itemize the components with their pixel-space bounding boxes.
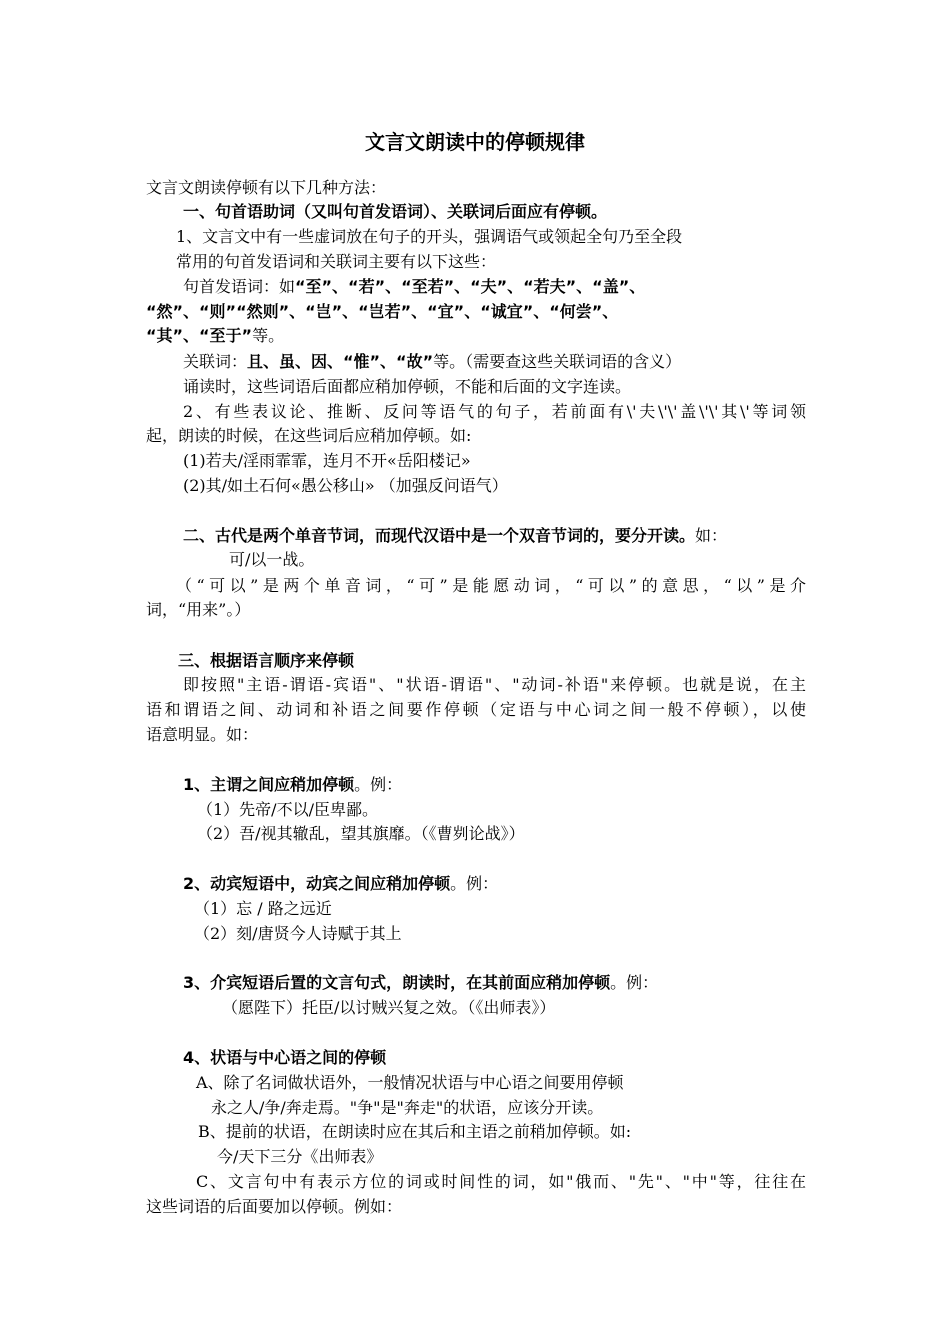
sub1-suffix: 。例： [354,775,403,794]
sub1-example-1: （1）先帝/不以/臣卑鄙。 [197,800,378,819]
sub4-point-a: A、除了名词做状语外，一般情况状语与中心语之间要用停顿 [196,1073,624,1092]
sub3-suffix: 。例： [610,973,659,992]
fayu-line1 [183,275,645,299]
document-title: 文言文朗读中的停顿规律 [365,130,585,154]
section2-heading-suffix: 如： [695,526,728,545]
section1-example-1: (1)若夫/淫雨霏霏，连月不开«岳阳楼记» [183,451,471,470]
fayu-words-2: “然”、“则”“然则”、“岂”、“岂若”、“宜”、“诚宜”、“何尝”、 [146,302,619,321]
section2-note-line1: （“可以”是两个单音词，“可”是能愿动词，“可以”的意思，“以”是介 [176,576,806,595]
sub4-point-b: B、提前的状语，在朗读时应在其后和主语之前稍加停顿。如: [198,1122,632,1141]
fayu-prefix: 句首发语词：如 [183,277,296,296]
section2-heading: 二、古代是两个单音节词，而现代汉语中是一个双音节词的，要分开读。 [183,526,696,545]
sub1-example-2: （2）吾/视其辙乱，望其旗靡。（《曹刿论战》） [197,824,525,843]
fayu-words-3: “其”、“至于” [146,326,253,345]
guanlian-prefix: 关联词： [183,352,248,371]
section1-para1-line2: 常用的句首发语词和关联词主要有以下这些： [176,252,497,271]
sub3-example-1: （愿陛下）托臣/以讨贼兴复之效。（《出师表》） [222,998,556,1017]
section2-example: 可/以一战。 [229,550,315,569]
section2-heading-line [183,524,727,548]
section1-heading: 一、句首语助词（又叫句首发语词）、关联词后面应有停顿。 [183,202,608,221]
guanlian-suffix: 等。（需要查这些关联词语的含义） [433,352,682,371]
section3-para-line3: 语意明显。如： [146,725,259,744]
guanlian-line [183,350,681,374]
section3-para-line1: 即按照"主语-谓语-宾语"、"状语-谓语"、"动词-补语"来停顿。也就是说，在主 [183,675,806,694]
sub3-heading-line [183,971,658,995]
section1-para2-line2: 起，朗读的时候，在这些词后应稍加停顿。如: [146,426,472,445]
read-note: 诵读时，这些词语后面都应稍加停顿，不能和后面的文字连读。 [183,377,632,396]
sub2-example-2: （2）刻/唐贤今人诗赋于其上 [194,924,402,943]
sub2-heading: 2、动宾短语中，动宾之间应稍加停顿 [183,874,451,893]
section2-note-line2: 词，“用来”。） [146,600,251,619]
guanlian-words: 且、虽、因、“惟”、“故” [247,352,434,371]
sub4-point-b-example: 今/天下三分《出师表》 [217,1147,383,1166]
sub2-example-1: （1）忘 / 路之远近 [194,899,332,918]
sub2-suffix: 。例： [450,874,499,893]
sub1-heading-line [183,773,402,797]
sub4-point-c-line2: 这些词语的后面要加以停顿。例如： [146,1197,403,1216]
intro-text: 文言文朗读停顿有以下几种方法： [146,178,387,197]
section1-para1-line1: 1、文言文中有一些虚词放在句子的开头，强调语气或领起全句乃至全段 [176,227,683,246]
sub3-heading: 3、介宾短语后置的文言句式，朗读时，在其前面应稍加停顿 [183,973,611,992]
fayu-line3 [146,324,284,348]
sub4-point-c-line1: C、文言句中有表示方位的词或时间性的词，如"俄而、"先"、"中"等，往往在 [196,1172,806,1191]
sub4-heading: 4、状语与中心语之间的停顿 [183,1048,387,1067]
sub4-point-a-example: 永之人/争/奔走焉。"争"是"奔走"的状语，应该分开读。 [211,1098,604,1117]
sub1-heading: 1、主谓之间应稍加停顿 [183,775,355,794]
section3-heading: 三、根据语言顺序来停顿 [178,651,355,670]
section1-para2-line1: 2、有些表议论、推断、反问等语气的句子，若前面有\'夫\'\'盖\'\'其\'等词领 [183,402,806,421]
sub2-heading-line [183,872,498,896]
fayu-suffix: 等。 [252,326,285,345]
fayu-words-1: “至”、“若”、“至若”、“夫”、“若夫”、“盖”、 [295,277,646,296]
section3-para-line2: 语和谓语之间、动词和补语之间要作停顿（定语与中心词之间一般不停顿），以使 [146,700,806,719]
section1-example-2: (2)其/如土石何«愚公移山» （加强反问语气） [183,476,508,495]
